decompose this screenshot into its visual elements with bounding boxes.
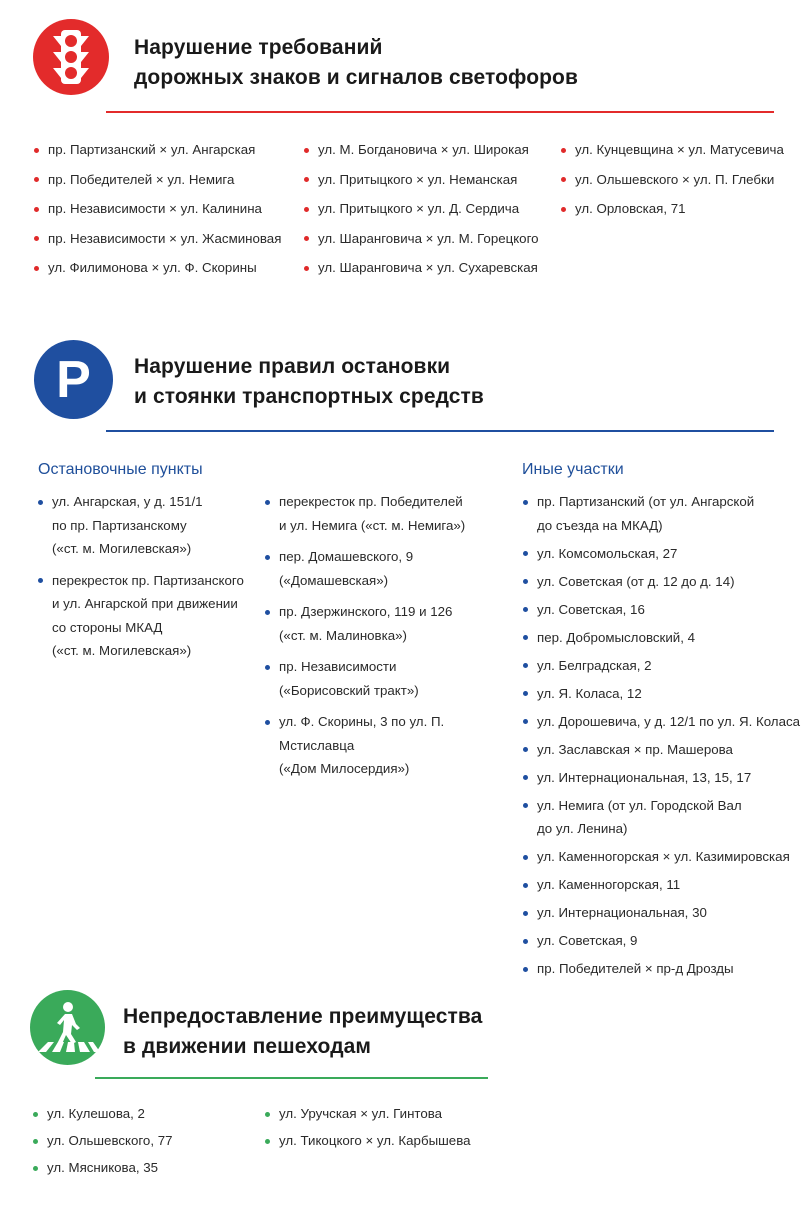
- list-item: ул. Тикоцкого × ул. Карбышева: [265, 1134, 525, 1161]
- title-line: дорожных знаков и сигналов светофоров: [134, 66, 578, 89]
- stops-heading: Остановочные пункты: [38, 461, 203, 478]
- list-item: ул. Филимонова × ул. Ф. Скорины: [34, 261, 304, 291]
- divider: [106, 430, 774, 432]
- violation-list: [561, 143, 801, 232]
- list-item: ул. Я. Коласа, 12: [523, 682, 803, 706]
- other-list: [523, 490, 803, 985]
- stops-list: [38, 490, 263, 671]
- list-item: ул. Кунцевщина × ул. Матусевича: [561, 143, 801, 173]
- divider: [106, 111, 774, 113]
- list-item: ул. Ф. Скорины, 3 по ул. П. Мстиславца («Дом Милосердия»): [265, 710, 515, 781]
- list-item: ул. Ольшевского × ул. П. Глебки: [561, 173, 801, 203]
- list-item: ул. Заславская × пр. Машерова: [523, 738, 803, 762]
- list-item: ул. Каменногорская, 11: [523, 873, 803, 897]
- list-item: ул. Белградская, 2: [523, 654, 803, 678]
- list-item: ул. Интернациональная, 13, 15, 17: [523, 766, 803, 790]
- list-item: ул. М. Богдановича × ул. Широкая: [304, 143, 564, 173]
- title-line: Нарушение правил остановки: [134, 355, 451, 378]
- section-title: [134, 352, 484, 412]
- parking-letter: P: [56, 351, 91, 409]
- title-line: Непредоставление преимущества: [123, 1005, 483, 1028]
- list-item: пр. Партизанский × ул. Ангарская: [34, 143, 304, 173]
- list-item: ул. Шаранговича × ул. Сухаревская: [304, 261, 564, 291]
- list-item: пер. Домашевского, 9 («Домашевская»): [265, 545, 515, 592]
- title-line: Нарушение требований: [134, 36, 383, 59]
- list-item: пр. Дзержинского, 119 и 126 («ст. м. Малиновка»): [265, 600, 515, 647]
- list-item: ул. Интернациональная, 30: [523, 901, 803, 925]
- list-item: ул. Мясникова, 35: [33, 1161, 253, 1188]
- list-item: ул. Дорошевича, у д. 12/1 по ул. Я. Коласа: [523, 710, 803, 734]
- list-item: ул. Советская, 9: [523, 929, 803, 953]
- list-item: ул. Ангарская, у д. 151/1 по пр. Партизанскому («ст. м. Могилевская»): [38, 490, 263, 561]
- list-item: ул. Орловская, 71: [561, 202, 801, 232]
- list-item: пр. Партизанский (от ул. Ангарской до съезда на МКАД): [523, 490, 803, 537]
- list-item: ул. Немига (от ул. Городской Вал до ул. Ленина): [523, 794, 803, 841]
- violation-list: [265, 1107, 525, 1161]
- list-item: ул. Ольшевского, 77: [33, 1134, 253, 1161]
- section-title: [134, 33, 578, 93]
- list-item: ул. Уручская × ул. Гинтова: [265, 1107, 525, 1134]
- list-item: ул. Советская (от д. 12 до д. 14): [523, 570, 803, 594]
- list-item: ул. Шаранговича × ул. М. Горецкого: [304, 232, 564, 262]
- list-item: пр. Победителей × ул. Немига: [34, 173, 304, 203]
- stops-list: [265, 490, 515, 789]
- violation-list: [304, 143, 564, 291]
- list-item: перекресток пр. Партизанского и ул. Ангарской при движении со стороны МКАД («ст. м. Могилевская»): [38, 569, 263, 663]
- list-item: ул. Притыцкого × ул. Д. Сердича: [304, 202, 564, 232]
- pedestrian-crossing-icon: [30, 990, 105, 1065]
- list-item: ул. Комсомольская, 27: [523, 542, 803, 566]
- list-item: ул. Советская, 16: [523, 598, 803, 622]
- section-title: [123, 1002, 482, 1062]
- violation-list: [33, 1107, 253, 1188]
- title-line: и стоянки транспортных средств: [134, 385, 484, 408]
- traffic-light-icon: [33, 19, 109, 95]
- parking-icon: [34, 340, 113, 419]
- list-item: пр. Победителей × пр-д Дрозды: [523, 957, 803, 981]
- list-item: ул. Каменногорская × ул. Казимировская: [523, 845, 803, 869]
- list-item: ул. Кулешова, 2: [33, 1107, 253, 1134]
- title-line: в движении пешеходам: [123, 1035, 372, 1058]
- list-item: пр. Независимости («Борисовский тракт»): [265, 655, 515, 702]
- other-heading: Иные участки: [522, 461, 624, 478]
- list-item: пер. Добромысловский, 4: [523, 626, 803, 650]
- list-item: пр. Независимости × ул. Калинина: [34, 202, 304, 232]
- list-item: пр. Независимости × ул. Жасминовая: [34, 232, 304, 262]
- divider: [95, 1077, 488, 1079]
- violation-list: [34, 143, 304, 291]
- list-item: перекресток пр. Победителей и ул. Немига («ст. м. Немига»): [265, 490, 515, 537]
- list-item: ул. Притыцкого × ул. Неманская: [304, 173, 564, 203]
